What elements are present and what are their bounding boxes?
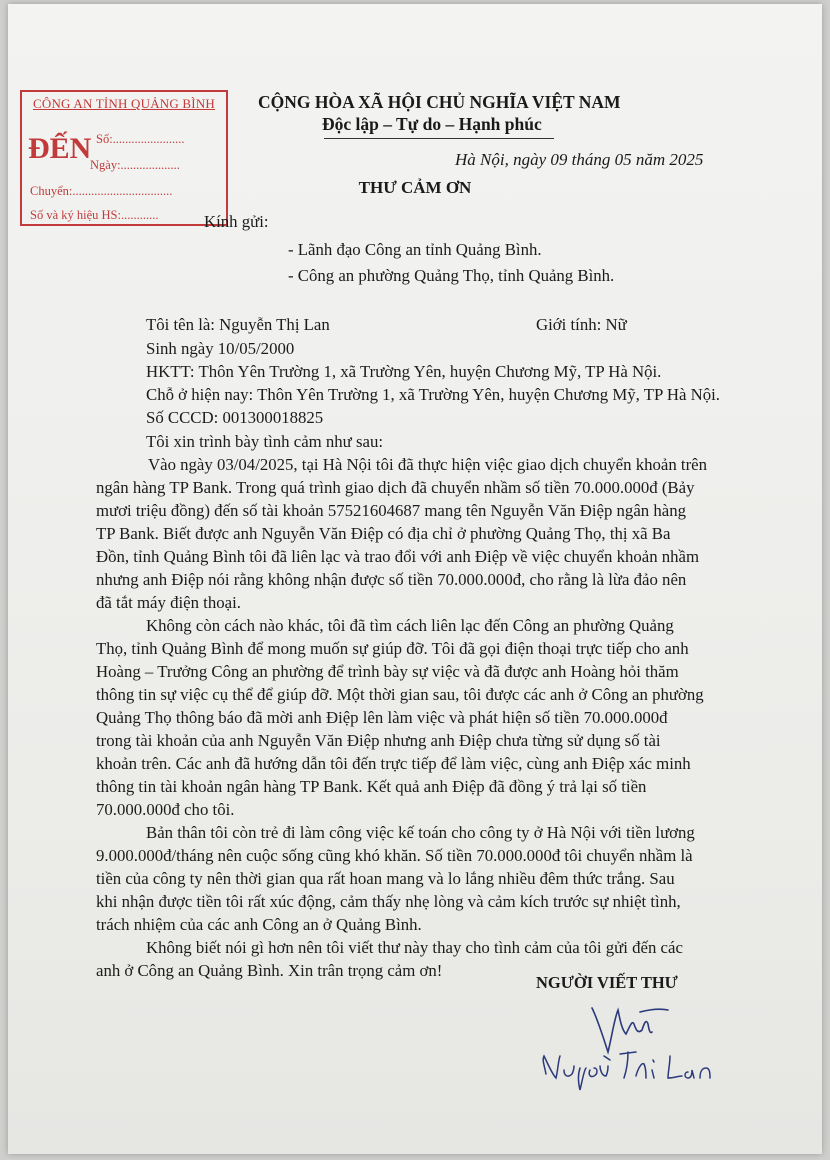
recipient-item: - Công an phường Quảng Thọ, tỉnh Quảng Bình. bbox=[288, 266, 615, 285]
body-line: Quảng Thọ thông báo đã mời anh Điệp lên làm việc và phát hiện số tiền 70.000.000đ bbox=[96, 708, 668, 727]
body-line: nhưng anh Điệp nói rằng không nhận được số tiền 70.000.000đ, cho rằng là lừa đảo nên bbox=[96, 570, 687, 589]
body-line: tiền của công ty nên thời gian qua rất hoan mang và lo lắng nhiều đêm thức trắng. Sau bbox=[96, 869, 675, 888]
body-line: thông tin tài khoản ngân hàng TP Bank. Kết quả anh Điệp đã đồng ý trả lại số tiền bbox=[96, 777, 647, 796]
body-line: trách nhiệm của các anh Công an ở Quảng Bình. bbox=[96, 915, 422, 934]
body-line: Thọ, tỉnh Quảng Bình để mong muốn sự giúp đỡ. Tôi đã gọi điện thoại trực tiếp cho anh bbox=[96, 639, 689, 658]
body-line: Không biết nói gì hơn nên tôi viết thư này thay cho tình cảm của tôi gửi đến các bbox=[146, 938, 683, 957]
sender-birth: Sinh ngày 10/05/2000 bbox=[146, 339, 295, 358]
body-line: khoản trên. Các anh đã hướng dẫn tôi đến trực tiếp để làm việc, cùng anh Điệp xác minh bbox=[96, 754, 691, 773]
stamp-so-ky-hieu: Số và ký hiệu HS:............ bbox=[30, 208, 159, 222]
body-line: thông tin sự việc cụ thể để giúp đỡ. Một thời gian sau, tôi được các anh ở Công an phường bbox=[96, 685, 704, 704]
reception-stamp bbox=[20, 90, 228, 226]
body-line: 9.000.000đ/tháng nên cuộc sống cũng khó khăn. Số tiền 70.000.000đ tôi chuyển nhầm là bbox=[96, 846, 693, 865]
body-line: 70.000.000đ cho tôi. bbox=[96, 800, 235, 819]
recipient-item: - Lãnh đạo Công an tỉnh Quảng Bình. bbox=[288, 240, 542, 259]
handwritten-signature bbox=[528, 990, 728, 1100]
stamp-so: Số:....................... bbox=[96, 132, 185, 146]
body-line: trong tài khoản của anh Nguyễn Văn Điệp nhưng anh Điệp chưa từng sử dụng số tài bbox=[96, 731, 661, 750]
signer-label: NGƯỜI VIẾT THƯ bbox=[536, 973, 678, 992]
stamp-ngay: Ngày:................... bbox=[90, 158, 180, 172]
stamp-agency: CÔNG AN TỈNH QUẢNG BÌNH bbox=[32, 96, 216, 111]
sender-name: Tôi tên là: Nguyễn Thị Lan bbox=[146, 315, 330, 334]
body-line: anh ở Công an Quảng Bình. Xin trân trọng cảm ơn! bbox=[96, 961, 443, 980]
sender-cccd: Số CCCD: 001300018825 bbox=[146, 408, 324, 427]
body-line: đã tắt máy điện thoại. bbox=[96, 593, 241, 612]
body-line: Hoàng – Trưởng Công an phường để trình bày sự việc và đã được anh Hoàng hỏi thăm bbox=[96, 662, 679, 681]
stamp-den: ĐẾN bbox=[28, 132, 92, 165]
body-line: Vào ngày 03/04/2025, tại Hà Nội tôi đã thực hiện việc giao dịch chuyển khoản trên bbox=[148, 455, 708, 474]
greeting: Kính gửi: bbox=[204, 212, 269, 231]
body-line: khi nhận được tiền tôi rất xúc động, cảm thấy nhẹ lòng và cảm kích trước sự nhiệt tình, bbox=[96, 892, 681, 911]
sender-gender: Giới tính: Nữ bbox=[536, 315, 627, 334]
motto-underline bbox=[324, 138, 554, 139]
sender-current-address: Chỗ ở hiện nay: Thôn Yên Trường 1, xã Trường Yên, huyện Chương Mỹ, TP Hà Nội. bbox=[146, 385, 721, 404]
body-line: mươi triệu đồng) đến số tài khoản 57521604687 mang tên Nguyễn Văn Điệp ngân hàng bbox=[96, 501, 686, 520]
sender-hktt: HKTT: Thôn Yên Trường 1, xã Trường Yên, huyện Chương Mỹ, TP Hà Nội. bbox=[146, 362, 662, 381]
body-line: ngân hàng TP Bank. Trong quá trình giao dịch đã chuyển nhầm số tiền 70.000.000đ (Bảy bbox=[96, 478, 695, 497]
letter-date: Hà Nội, ngày 09 tháng 05 năm 2025 bbox=[455, 150, 704, 169]
national-title: CỘNG HÒA XÃ HỘI CHỦ NGHĨA VIỆT NAM bbox=[258, 92, 621, 112]
body-line: TP Bank. Biết được anh Nguyễn Văn Điệp có địa chỉ ở phường Quảng Thọ, thị xã Ba bbox=[96, 524, 671, 543]
body-line: Bản thân tôi còn trẻ đi làm công việc kế toán cho công ty ở Hà Nội với tiền lương bbox=[146, 823, 695, 842]
national-motto: Độc lập – Tự do – Hạnh phúc bbox=[322, 114, 542, 134]
body-line: Không còn cách nào khác, tôi đã tìm cách liên lạc đến Công an phường Quảng bbox=[146, 616, 674, 635]
stamp-chuyen: Chuyển:................................ bbox=[30, 184, 173, 198]
body-line: Đồn, tỉnh Quảng Bình tôi đã liên lạc và trao đổi với anh Điệp về việc chuyển khoản nhầm bbox=[96, 547, 700, 566]
body-line: Tôi xin trình bày tình cảm như sau: bbox=[146, 432, 384, 451]
letter-title: THƯ CẢM ƠN bbox=[358, 178, 472, 197]
